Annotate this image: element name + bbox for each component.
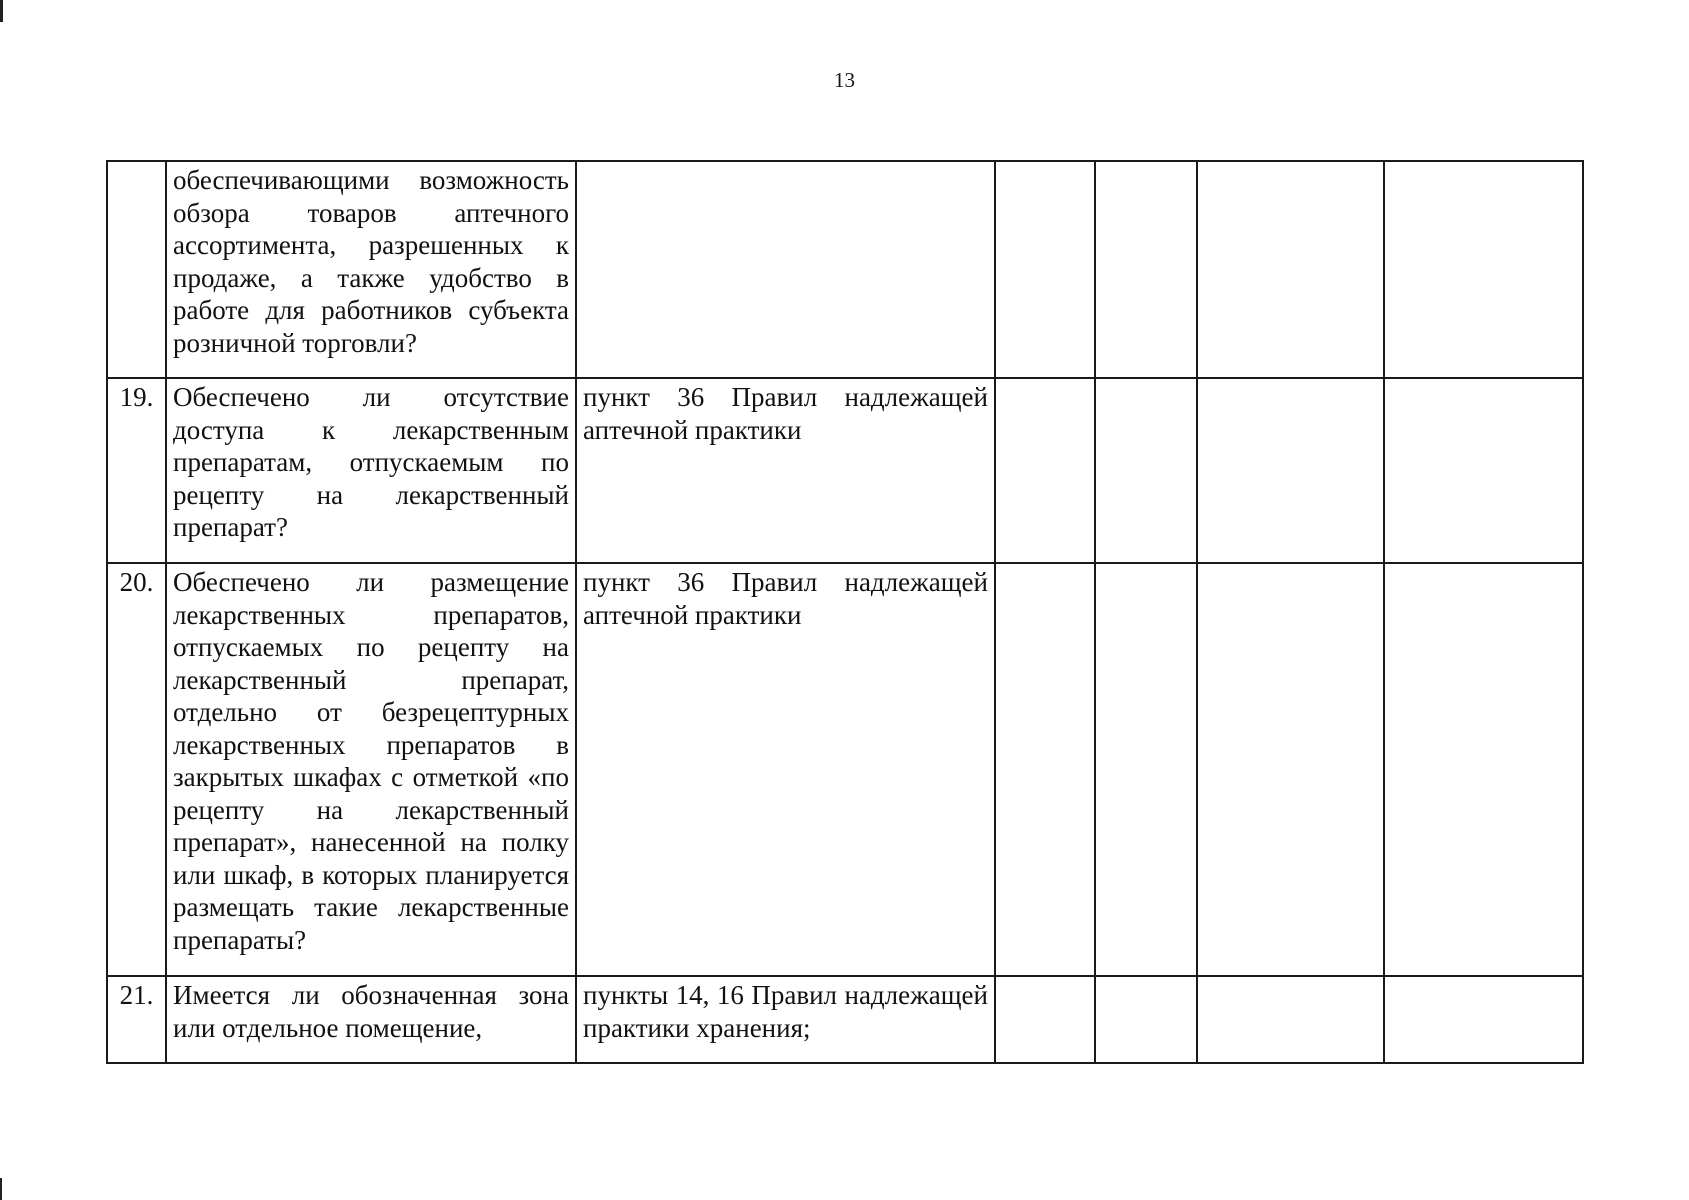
notes-cell[interactable] [1384,378,1583,563]
answer-cell-yes[interactable] [995,161,1095,378]
row-number: 21. [107,976,166,1063]
notes-cell[interactable] [1384,976,1583,1063]
page-number: 13 [834,68,855,92]
table-row [107,378,1583,563]
answer-cell-no[interactable] [1095,976,1197,1063]
answer-cell-yes[interactable] [995,976,1095,1063]
notes-cell[interactable] [1384,563,1583,976]
question-cell: обеспечивающими возможность обзора товаров аптечного ассортимента, разрешенных к продаже, а также удобство в работе для работников субъекта розничной торговли? [166,161,576,378]
answer-cell-yes[interactable] [995,378,1095,563]
question-cell: Обеспечено ли отсутствие доступа к лекарственным препаратам, отпускаемым по рецепту на лекарственный препарат? [166,378,576,563]
notes-cell[interactable] [1384,161,1583,378]
scan-edge-mark-bottom [0,1178,2,1200]
row-number [107,161,166,378]
answer-cell-no[interactable] [1095,563,1197,976]
checklist-table [106,160,1584,1064]
table-row [107,976,1583,1063]
answer-cell-no[interactable] [1095,161,1197,378]
row-number: 19. [107,378,166,563]
answer-cell-not-applicable[interactable] [1197,563,1384,976]
row-number: 20. [107,563,166,976]
question-cell: Обеспечено ли размещение лекарственных препаратов, отпускаемых по рецепту на лекарственный препарат, отдельно от безрецептурных лекарственных препаратов в закрытых шкафах с отметкой «по рецепту на лекарственный препарат», нанесенной на полку или шкаф, в которых планируется размещать такие лекарственные препараты? [166,563,576,976]
table-row [107,563,1583,976]
answer-cell-not-applicable[interactable] [1197,976,1384,1063]
reference-cell: пункт 36 Правил надлежащей аптечной практики [576,378,995,563]
reference-cell: пункт 36 Правил надлежащей аптечной практики [576,563,995,976]
reference-cell [576,161,995,378]
question-cell: Имеется ли обозначенная зона или отдельное помещение, [166,976,576,1063]
table-row [107,161,1583,378]
answer-cell-yes[interactable] [995,563,1095,976]
reference-cell: пункты 14, 16 Правил надлежащей практики хранения; [576,976,995,1063]
answer-cell-not-applicable[interactable] [1197,378,1384,563]
answer-cell-not-applicable[interactable] [1197,161,1384,378]
scan-edge-mark-top [0,0,3,22]
answer-cell-no[interactable] [1095,378,1197,563]
